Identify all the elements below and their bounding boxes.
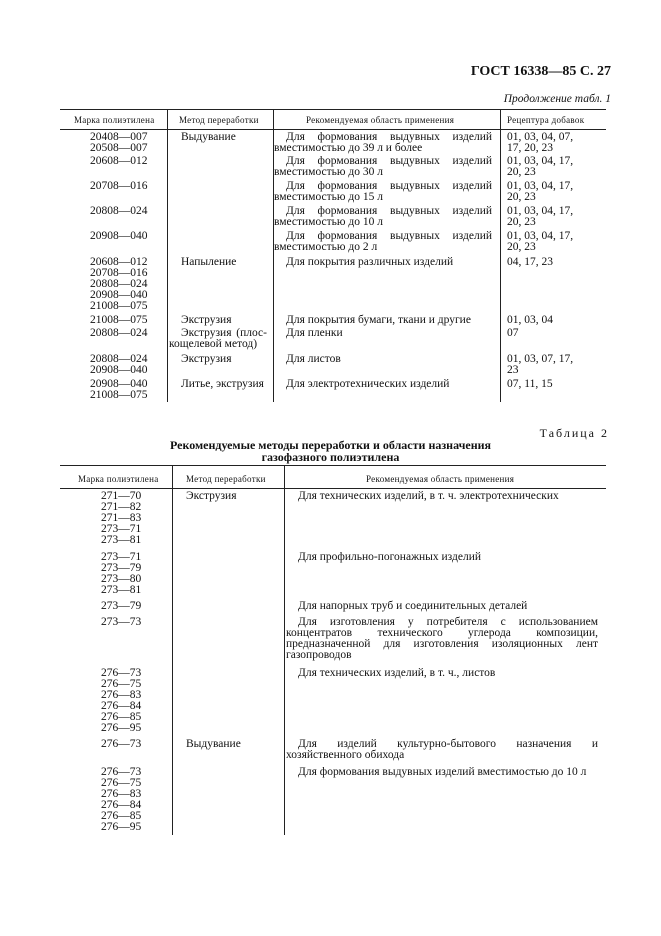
mark-cell xyxy=(101,617,141,628)
mark-value: 20408—007 xyxy=(90,131,148,143)
method-value: Выдувание xyxy=(181,131,236,143)
recipe-value: 01, 03, 04, 17, xyxy=(507,205,574,217)
table1-header-mark: Марка полиэтилена xyxy=(74,115,155,125)
method-value: кощелевой метод) xyxy=(169,338,258,350)
table1-header-method: Метод переработки xyxy=(179,115,259,125)
area-cell xyxy=(298,767,586,778)
recipe-cell xyxy=(507,315,553,326)
table1-col-divider xyxy=(167,109,168,402)
table2-header-area: Рекомендуемая область применения xyxy=(366,474,515,484)
page-header-gost: ГОСТ 16338—85 С. 27 xyxy=(470,64,611,79)
table2-col-divider xyxy=(284,465,285,835)
table1-header-recipe: Рецептура добавок xyxy=(507,115,585,125)
area-text: газопроводов xyxy=(286,649,352,661)
area-text: Для формования выдувных изделий вместимостью до 10 л xyxy=(298,766,587,778)
area-text: Для формования выдувных изделий xyxy=(286,155,492,167)
mark-cell xyxy=(90,315,148,326)
area-cell xyxy=(286,257,453,268)
table-continuation-note: Продолжение табл. 1 xyxy=(503,93,611,105)
area-text: Для листов xyxy=(286,353,341,365)
area-cell xyxy=(274,180,492,203)
area-text: Для технических изделий, в т. ч. электротехнических xyxy=(298,490,559,502)
mark-cell xyxy=(101,739,141,750)
mark-cell xyxy=(90,354,148,376)
recipe-value: 07, 11, 15 xyxy=(507,378,553,390)
recipe-cell xyxy=(507,156,573,178)
area-text: вместимостью до 2 л xyxy=(274,241,378,253)
area-text: вместимостью до 10 л xyxy=(274,216,383,228)
recipe-cell xyxy=(507,206,573,228)
mark-cell xyxy=(90,206,148,217)
table1-top-border xyxy=(60,109,606,110)
mark-value: 276—73 xyxy=(101,766,142,778)
recipe-value: 04, 17, 23 xyxy=(507,256,553,268)
area-cell xyxy=(286,738,598,761)
table2-top-border xyxy=(60,465,606,466)
area-text: Для технических изделий, в т. ч., листов xyxy=(298,667,496,679)
area-text: хозяйственного обихода xyxy=(286,749,405,761)
recipe-value: 01, 03, 04 xyxy=(507,314,553,326)
mark-value: 276—83 xyxy=(101,689,142,701)
mark-value: 20908—040 xyxy=(90,230,148,242)
method-cell xyxy=(181,132,236,143)
mark-value: 276—95 xyxy=(101,722,142,734)
mark-value: 276—83 xyxy=(101,788,142,800)
recipe-value: 01, 03, 04, 17, xyxy=(507,155,574,167)
method-value: Экструзия xyxy=(181,353,232,365)
mark-value: 276—95 xyxy=(101,821,142,833)
area-cell xyxy=(274,205,492,228)
recipe-value: 01, 03, 07, 17, xyxy=(507,353,574,365)
area-cell xyxy=(286,315,471,326)
table2-title-line1: Рекомендуемые методы переработки и области назначения xyxy=(169,438,492,452)
recipe-value: 23 xyxy=(507,364,519,376)
mark-value: 273—80 xyxy=(101,573,142,585)
method-value: Выдувание xyxy=(186,738,241,750)
mark-value: 276—73 xyxy=(101,738,142,750)
area-text: Для изделий культурно-бытового назначения и xyxy=(298,738,598,750)
method-value: Литье, экструзия xyxy=(181,378,264,390)
area-cell xyxy=(286,328,343,339)
mark-value: 20508—007 xyxy=(90,142,148,154)
area-cell xyxy=(286,379,449,390)
method-value: Экструзия xyxy=(181,314,232,326)
recipe-value: 01, 03, 04, 07, xyxy=(507,131,574,143)
method-cell xyxy=(181,257,236,268)
table2-label: Таблица 2 xyxy=(539,426,609,440)
mark-cell xyxy=(90,231,148,242)
area-text: Для покрытия бумаги, ткани и другие xyxy=(286,314,471,326)
recipe-cell xyxy=(507,181,573,203)
area-text: Для формования выдувных изделий xyxy=(286,180,492,192)
mark-value: 273—71 xyxy=(101,551,142,563)
area-cell xyxy=(274,230,492,253)
mark-value: 273—79 xyxy=(101,562,142,574)
method-cell xyxy=(169,327,267,350)
mark-value: 20808—024 xyxy=(90,278,148,290)
recipe-cell xyxy=(507,379,553,390)
mark-value: 20708—016 xyxy=(90,180,148,192)
recipe-cell xyxy=(507,231,573,253)
method-cell xyxy=(186,491,237,502)
mark-value: 273—73 xyxy=(101,616,142,628)
recipe-value: 01, 03, 04, 17, xyxy=(507,180,574,192)
area-text: Для формования выдувных изделий xyxy=(286,205,492,217)
mark-cell xyxy=(101,767,141,833)
table2-header-border xyxy=(60,488,606,489)
method-cell xyxy=(181,315,232,326)
table2-header-mark: Марка полиэтилена xyxy=(78,474,159,484)
mark-value: 271—82 xyxy=(101,501,142,513)
mark-cell xyxy=(90,181,148,192)
mark-value: 271—83 xyxy=(101,512,142,524)
table2-header-method: Метод переработки xyxy=(186,474,266,484)
mark-value: 21008—075 xyxy=(90,389,148,401)
method-value: Экструзия xyxy=(186,490,237,502)
area-text: Для пленки xyxy=(286,327,343,339)
area-cell xyxy=(286,354,341,365)
mark-value: 21008—075 xyxy=(90,314,148,326)
area-text: Для напорных труб и соединительных деталей xyxy=(298,600,528,612)
recipe-value: 17, 20, 23 xyxy=(507,142,553,154)
method-value: Экструзия (плос- xyxy=(181,327,267,339)
mark-value: 20908—040 xyxy=(90,364,148,376)
mark-value: 276—85 xyxy=(101,810,142,822)
area-cell xyxy=(298,552,481,563)
recipe-cell xyxy=(507,328,519,339)
recipe-value: 07 xyxy=(507,327,519,339)
mark-value: 276—73 xyxy=(101,667,142,679)
mark-value: 20708—016 xyxy=(90,267,148,279)
mark-cell xyxy=(101,668,141,734)
area-text: вместимостью до 15 л xyxy=(274,191,383,203)
area-cell xyxy=(298,668,495,679)
mark-value: 20808—024 xyxy=(90,327,148,339)
area-cell xyxy=(274,155,492,178)
area-cell xyxy=(298,491,559,502)
mark-value: 21008—075 xyxy=(90,300,148,312)
area-text: Для формования выдувных изделий xyxy=(286,131,492,143)
area-text: концентратов технического углерода композиции, xyxy=(286,627,598,639)
area-text: Для профильно-погонажных изделий xyxy=(298,551,482,563)
mark-value: 276—75 xyxy=(101,777,142,789)
recipe-value: 20, 23 xyxy=(507,166,536,178)
mark-value: 20608—012 xyxy=(90,256,148,268)
area-cell xyxy=(298,601,527,612)
mark-value: 20908—040 xyxy=(90,378,148,390)
mark-value: 273—71 xyxy=(101,523,142,535)
mark-cell xyxy=(90,328,148,339)
recipe-value: 20, 23 xyxy=(507,216,536,228)
mark-value: 271—70 xyxy=(101,490,142,502)
mark-value: 20908—040 xyxy=(90,289,148,301)
recipe-cell xyxy=(507,354,573,376)
mark-value: 276—75 xyxy=(101,678,142,690)
mark-value: 276—85 xyxy=(101,711,142,723)
method-value: Напыление xyxy=(181,256,237,268)
method-cell xyxy=(181,354,232,365)
area-text: предназначенной для изготовления изоляционных лент xyxy=(286,638,598,650)
area-cell xyxy=(286,616,598,661)
table2-title-line2: газофазного полиэтилена xyxy=(261,450,400,464)
method-cell xyxy=(181,379,264,390)
recipe-cell xyxy=(507,132,573,154)
mark-cell xyxy=(90,132,148,154)
method-cell xyxy=(186,739,241,750)
mark-value: 273—81 xyxy=(101,534,142,546)
table2-col-divider xyxy=(172,465,173,835)
mark-cell xyxy=(90,257,148,312)
table1-col-divider xyxy=(500,109,501,402)
area-text: вместимостью до 39 л и более xyxy=(274,142,423,154)
area-text: Для покрытия различных изделий xyxy=(286,256,454,268)
recipe-value: 20, 23 xyxy=(507,241,536,253)
recipe-cell xyxy=(507,257,553,268)
mark-cell xyxy=(90,156,148,167)
recipe-value: 01, 03, 04, 17, xyxy=(507,230,574,242)
area-text: Для формования выдувных изделий xyxy=(286,230,492,242)
mark-cell xyxy=(101,552,141,596)
table1-header-border xyxy=(60,129,606,130)
area-text: Для изготовления у потребителя с использованием xyxy=(298,616,598,628)
area-cell xyxy=(274,131,492,154)
mark-cell xyxy=(101,601,141,612)
recipe-value: 20, 23 xyxy=(507,191,536,203)
mark-value: 273—79 xyxy=(101,600,142,612)
area-text: вместимостью до 30 л xyxy=(274,166,383,178)
mark-value: 276—84 xyxy=(101,799,142,811)
mark-cell xyxy=(101,491,141,546)
table1-header-area: Рекомендуемая область применения xyxy=(306,115,455,125)
mark-cell xyxy=(90,379,148,401)
area-text: Для электротехнических изделий xyxy=(286,378,450,390)
mark-value: 20608—012 xyxy=(90,155,148,167)
mark-value: 20808—024 xyxy=(90,205,148,217)
mark-value: 276—84 xyxy=(101,700,142,712)
mark-value: 20808—024 xyxy=(90,353,148,365)
mark-value: 273—81 xyxy=(101,584,142,596)
